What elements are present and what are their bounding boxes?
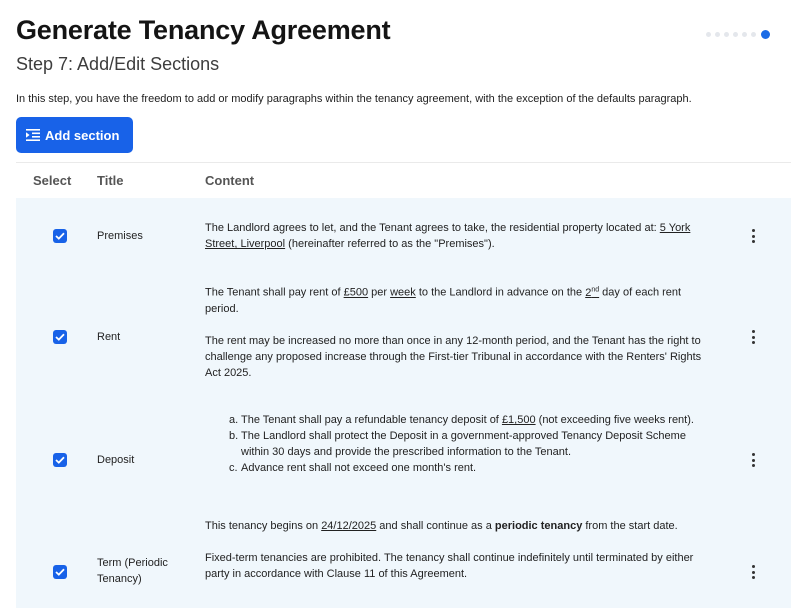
checkmark-icon <box>55 568 65 576</box>
sections-table <box>16 162 791 585</box>
content-text: Fixed-term tenancies are prohibited. The tenancy shall continue indefinitely until terminated by either party in accordance with Clause 11 of this Agreement. <box>205 552 694 580</box>
property-address: 5 York Street, Liverpool <box>205 222 691 250</box>
more-vertical-icon[interactable] <box>748 564 758 580</box>
row-title: Deposit <box>97 454 135 466</box>
rent-period: week <box>390 286 416 299</box>
content-text: The rent may be increased no more than once in any 12-month period, and the Tenant has the right to challenge any proposed increase through the First-tier Tribunal in accordance with the Renters' Rights Act 2025. <box>205 334 702 379</box>
step-dot[interactable] <box>733 32 738 37</box>
row-title: Premises <box>97 230 143 242</box>
step-dot-current[interactable] <box>761 30 770 39</box>
checkmark-icon <box>55 333 65 341</box>
row-content[interactable] <box>205 412 705 476</box>
more-vertical-icon[interactable] <box>748 228 758 244</box>
row-content[interactable] <box>205 282 705 381</box>
checkmark-icon <box>55 456 65 464</box>
step-dot[interactable] <box>742 32 747 37</box>
more-vertical-icon[interactable] <box>748 329 758 345</box>
table-row <box>16 512 791 608</box>
table-body <box>16 198 791 608</box>
column-header-select: Select <box>33 173 72 188</box>
row-select-checkbox[interactable] <box>53 453 67 467</box>
content-text: to the Landlord in advance on the <box>415 286 586 299</box>
content-text: (hereinafter referred to as the "Premises"). <box>285 238 495 250</box>
column-header-content: Content <box>205 173 255 188</box>
page-title: Generate Tenancy Agreement <box>16 15 391 45</box>
add-section-label: Add section <box>45 127 120 143</box>
content-text: day of each rent period. <box>205 286 682 315</box>
step-subtitle: Step 7: Add/Edit Sections <box>16 54 220 74</box>
step-dot[interactable] <box>715 32 720 37</box>
content-text: per <box>368 286 391 299</box>
row-select-checkbox[interactable] <box>53 330 67 344</box>
content-text: from the start date. <box>582 520 678 532</box>
deposit-amount: £1,500 <box>501 414 536 426</box>
start-date: 24/12/2025 <box>321 520 377 532</box>
step-dot[interactable] <box>724 32 729 37</box>
step-dot[interactable] <box>751 32 756 37</box>
more-vertical-icon[interactable] <box>748 452 758 468</box>
table-row <box>16 278 791 402</box>
tenancy-type: periodic tenancy <box>494 520 583 532</box>
checkmark-icon <box>55 232 65 240</box>
list-item: b. The Landlord shall protect the Deposit in a government-approved Tenancy Deposit Scheme within 30 days and provide the prescribed information to the Tenant. <box>229 430 686 458</box>
list-item: a. The Tenant shall pay a refundable tenancy deposit of £1,500 (not exceeding five weeks rent). <box>229 414 694 426</box>
table-row <box>16 198 791 278</box>
content-text: This tenancy begins on <box>205 520 322 532</box>
step-instructions: In this step, you have the freedom to add or modify paragraphs within the tenancy agreement, with the exception of the defaults paragraph. <box>16 93 692 105</box>
list-item: c. Advance rent shall not exceed one month's rent. <box>229 462 477 474</box>
add-section-button[interactable] <box>16 117 133 153</box>
row-content[interactable] <box>205 518 705 582</box>
row-title: Rent <box>97 331 121 343</box>
content-text: The Landlord agrees to let, and the Tenant agrees to take, the residential property located at: <box>205 222 660 234</box>
content-text: and shall continue as a <box>376 520 495 532</box>
row-title: Term (Periodic Tenancy) <box>97 557 168 585</box>
row-select-checkbox[interactable] <box>53 229 67 243</box>
step-dot[interactable] <box>706 32 711 37</box>
rent-amount: £500 <box>343 286 369 299</box>
row-content[interactable] <box>205 220 705 252</box>
content-text: The Tenant shall pay rent of <box>205 286 344 299</box>
deposit-list <box>205 412 705 476</box>
row-select-checkbox[interactable] <box>53 565 67 579</box>
list-add-icon <box>26 129 40 141</box>
table-row <box>16 402 791 512</box>
column-header-title: Title <box>97 173 124 188</box>
rent-day: 2nd <box>585 286 600 299</box>
table-header <box>16 162 791 198</box>
step-progress-dots <box>706 29 770 39</box>
